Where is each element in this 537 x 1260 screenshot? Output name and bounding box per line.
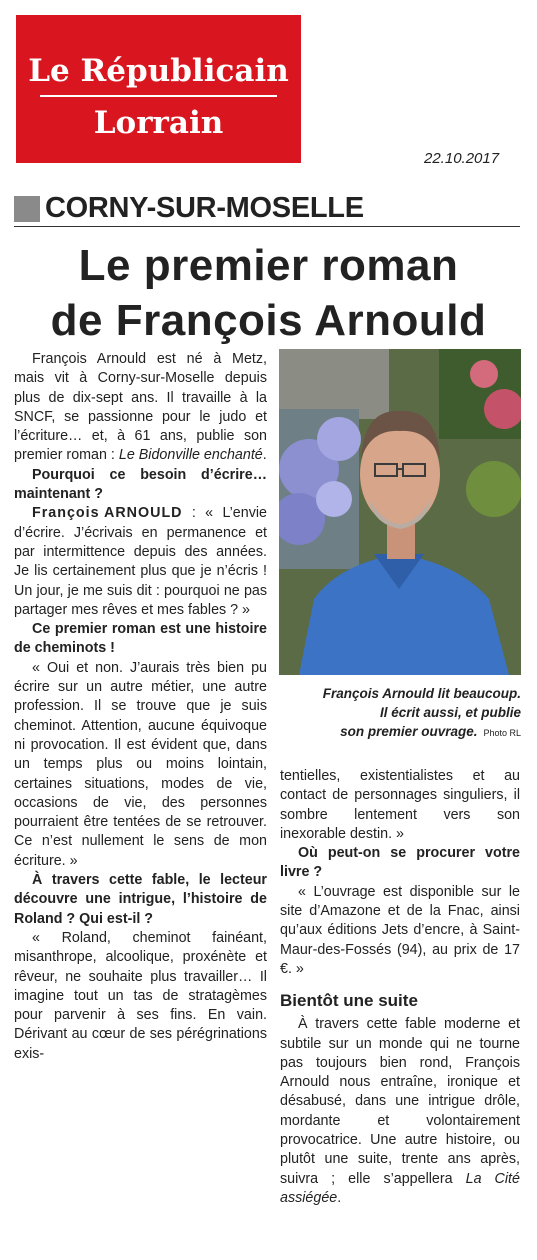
question-3: À travers cette fable, le lecteur découvre une intrigue, l’histoire de Roland ? Qui est-il ? (14, 872, 267, 927)
headline-line-2: de François Arnould (50, 296, 487, 345)
question-1: Pourquoi ce besoin d’écrire… maintenant ? (14, 466, 267, 503)
interviewee-name: François ARNOULD (32, 505, 183, 522)
article-column-right (280, 767, 520, 1208)
answer-3-part-2: tentielles, existentialistes et au contact de personnages singuliers, il sombre lentement vers son inexorable destin. » (280, 768, 520, 842)
publication-date: 22.10.2017 (424, 150, 500, 167)
answer-1-text: « L’envie d’écrire. J’écrivais en permanence et par intermittence depuis des années. Je lis certainement plus que je n’écris ! Un jour, je me suis dit : pourquoi ne pas partager mes rêves et mes fables ? » (14, 505, 267, 618)
question-2: Ce premier roman est une histoire de cheminots ! (14, 621, 267, 657)
intro-paragraph (14, 350, 267, 466)
masthead-line-1: Le Républicain (28, 53, 289, 89)
section-square-icon (14, 196, 40, 222)
article-column-left (14, 350, 267, 1064)
headline-line-1: Le premier roman (78, 241, 459, 290)
answer-3-part-1: « Roland, cheminot fainéant, misanthrope, alcoolique, proxénète et rêveur, ne souhaite plus travailler… Il imagine tout un tas de stratagèmes pour parvenir à ses fins. En vain. Dérivant au cœur de ses pérégrinations exis- (14, 929, 267, 1062)
intro-text: François Arnould est né à Metz, mais vit à Corny-sur-Moselle depuis plus de dix-sept ans. Il travaille à la SNCF, se passionne pour le judo et l’écriture… et, à 61 ans, publie son premier roman : (14, 351, 267, 464)
name-separator: : (182, 505, 196, 522)
portrait-photo (279, 349, 521, 675)
sequel-title: La Cité assiégée (280, 1170, 520, 1206)
intro-end: . (262, 447, 267, 464)
caption-line-3: son premier ouvrage. (340, 724, 478, 739)
photo-caption (278, 684, 521, 743)
subheading: Bientôt une suite (280, 991, 418, 1011)
caption-line-3-wrap (278, 722, 521, 743)
suite-paragraph (280, 1015, 520, 1208)
photo-credit: Photo RL (483, 728, 521, 738)
suite-text: À travers cette fable moderne et subtile sur un monde qui ne tourne pas toujours bien rond, François Arnould nous entraîne, ironique et désabusé, dans une intrigue drôle, mordante et volontairement provocatrice. Une autre histoire, ou plutôt une suite, trente ans après, suivra ; elle s’appellera (280, 1016, 520, 1187)
question-4: Où peut-on se procurer votre livre ? (280, 845, 520, 881)
answer-1 (14, 504, 267, 620)
book-title: Le Bidonville enchanté (118, 447, 263, 464)
caption-line-2: Il écrit aussi, et publie (379, 705, 521, 720)
masthead-line-2: Lorrain (93, 105, 224, 141)
suite-end: . (337, 1189, 342, 1206)
answer-4: « L’ouvrage est disponible sur le site d’Amazone et de la Fnac, ainsi qu’aux éditions Jets d’encre, à Saint-Maur-des-Fossés (94), au prix de 17 €. » (280, 883, 520, 977)
masthead-rule (40, 95, 277, 97)
caption-line-1: François Arnould lit beaucoup. (322, 686, 521, 701)
section-name: CORNY-SUR-MOSELLE (45, 192, 364, 224)
answer-2: « Oui et non. J’aurais très bien pu écrire sur un autre métier, une autre profession. Il se trouve que je suis cheminot. Attention, aucune équivoque ni provocation. Il est évident que, dans un temps plus ou moins lointain, certaines situations, modes de vie, occasions de vie, des personnes pourraient être tentées de se retrouver. Ce n’est nullement le sens de mon écriture. » (14, 659, 267, 869)
masthead-logo (16, 15, 301, 163)
headline (0, 238, 537, 348)
section-header (14, 190, 520, 227)
